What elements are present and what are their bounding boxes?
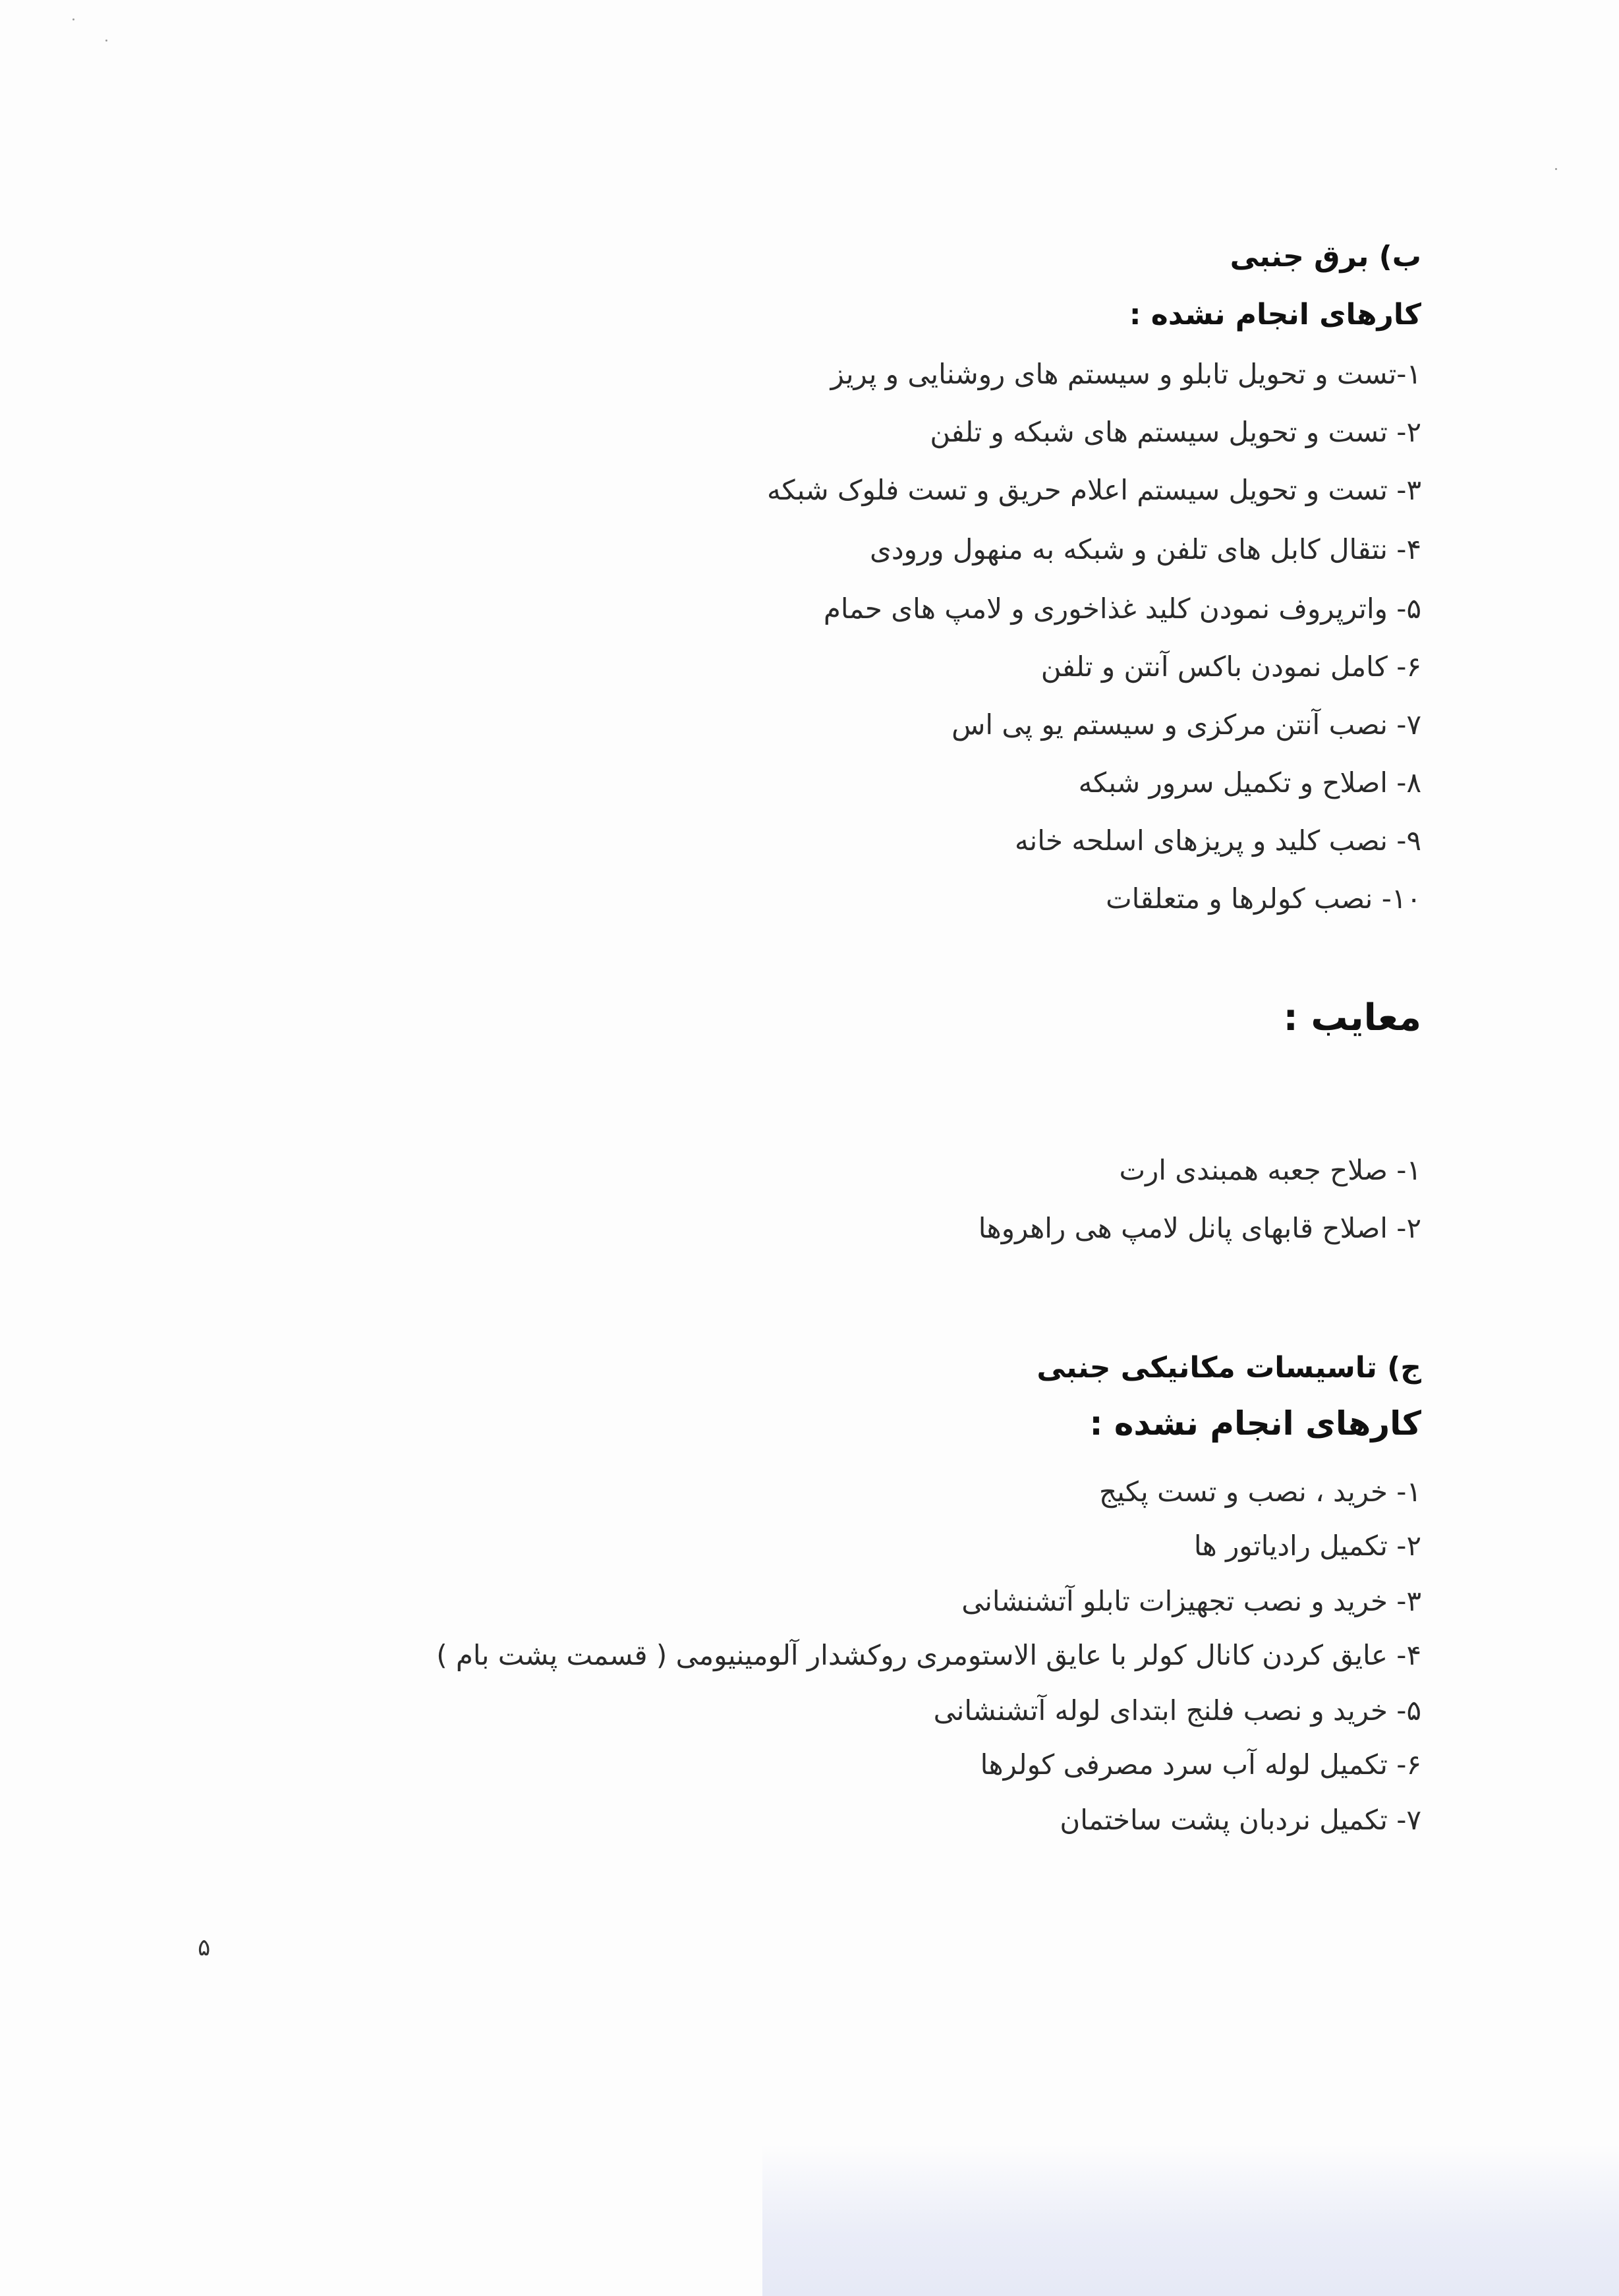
section-b-item: ۹- نصب کلید و پریزهای اسلحه خانه <box>1015 824 1421 857</box>
section-c-item: ۶- تکمیل لوله آب سرد مصرفی کولرها <box>980 1748 1421 1781</box>
section-c-item: ۴- عایق کردن کانال کولر با عایق الاستومری روکشدار آلومینیومی ( قسمت پشت بام ) <box>436 1639 1421 1671</box>
page-number: ۵ <box>198 1934 211 1961</box>
section-b-item: ۵- واترپروف نمودن کلید غذاخوری و لامپ های حمام <box>823 592 1421 625</box>
section-c-item: ۷- تکمیل نردبان پشت ساختمان <box>1060 1804 1421 1836</box>
section-c-heading: ج) تاسیسات مکانیکی جنبی <box>1037 1351 1421 1385</box>
section-b-item: ۷- نصب آنتن مرکزی و سیستم یو پی اس <box>952 708 1421 741</box>
scan-speck <box>72 18 74 20</box>
section-b-item: ۱۰- نصب کولرها و متعلقات <box>1106 882 1421 915</box>
section-b-heading: ب) برق جنبی <box>1230 240 1421 273</box>
defects-item: ۱- صلاح جعبه همبندی ارت <box>1119 1154 1421 1186</box>
defects-item: ۲- اصلاح قابهای پانل لامپ هی راهروها <box>978 1212 1421 1244</box>
section-c-item: ۵- خرید و نصب فلنج ابتدای لوله آتشنشانی <box>933 1694 1421 1727</box>
defects-heading: معایب : <box>1283 996 1421 1039</box>
scan-shadow <box>762 2144 1619 2296</box>
section-b-item: ۲- تست و تحویل سیستم های شبکه و تلفن <box>930 416 1421 448</box>
section-b-subheading: کارهای انجام نشده : <box>1129 298 1421 331</box>
section-b-item: ۶- کامل نمودن باکس آنتن و تلفن <box>1040 650 1421 683</box>
section-c-item: ۱- خرید ، نصب و تست پکیج <box>1099 1476 1421 1508</box>
section-c-item: ۲- تکمیل رادیاتور ها <box>1193 1530 1421 1562</box>
section-b-item: ۸- اصلاح و تکمیل سرور شبکه <box>1078 766 1421 799</box>
section-b-item: ۴- نتقال کابل های تلفن و شبکه به منهول ورودی <box>870 533 1421 565</box>
section-c-subheading: کارهای انجام نشده : <box>1089 1404 1421 1443</box>
scan-speck <box>105 40 107 42</box>
scan-speck <box>1555 168 1557 170</box>
section-b-item: ۳- تست و تحویل سیستم اعلام حریق و تست فلوک شبکه <box>766 474 1421 506</box>
section-c-item: ۳- خرید و نصب تجهیزات تابلو آتشنشانی <box>961 1585 1421 1617</box>
section-b-item: ۱-تست و تحویل تابلو و سیستم های روشنایی و پریز <box>830 358 1421 390</box>
